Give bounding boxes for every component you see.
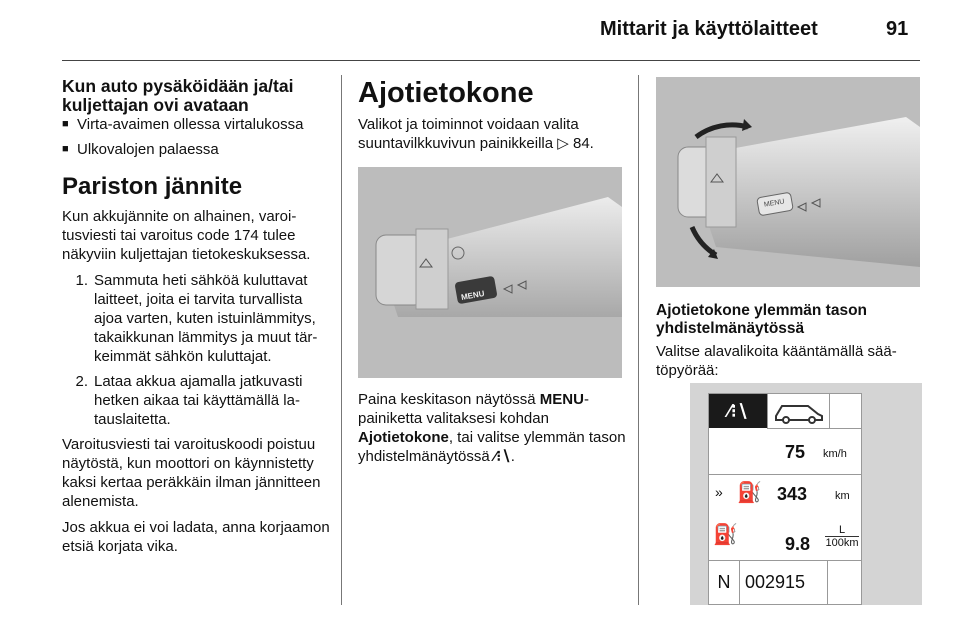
page-number: 91 [886, 18, 909, 40]
warning-paragraph: Varoitusviesti tai varoituskoodi poistuu näytöstä, kun moottori on käynnistetty kaksi kertaa peräkkäin ilman jännitteen alenemista. [62, 436, 321, 510]
trip-tab-icon: ⁄⁝∖ [709, 394, 767, 428]
stalk-wheel-image [656, 77, 920, 287]
bullet-square-icon: ■ [62, 118, 69, 130]
repair-paragraph: Jos akkua ei voi ladata, anna korjaamon etsiä korjata vika. [62, 519, 330, 555]
battery-paragraph: Kun akkujännite on alhainen, varoitusviesti tai varoitus code 174 tulee näkyviin kuljettajan tietokeskuksessa. [62, 208, 311, 263]
consumption-row [709, 514, 861, 561]
stalk-menu-label: MENU [460, 289, 486, 302]
fuel-pump-icon: ⛽ [737, 482, 762, 504]
odometer-row [709, 560, 861, 604]
consumption-unit: L 100km [825, 524, 859, 549]
range-arrows-icon: » [715, 484, 723, 500]
heading-trip-computer: Ajotietokone [358, 77, 534, 109]
list-item: 2. Lataa akkua ajamalla jatkuvasti hetken aikaa tai käyttämällä latauslaitetta. [75, 373, 303, 428]
range-value: 343 [777, 484, 808, 504]
heading-upper-display: Ajotietokone ylemmän tason yhdistelmänäytössä [656, 302, 868, 337]
stalk-image [358, 167, 622, 378]
display-illustration [690, 383, 922, 605]
empty-cell [827, 560, 862, 604]
page-header-title: Mittarit ja käyttölaitteet [600, 18, 818, 40]
heading-parked: Kun auto pysäköidään ja/tai kuljettajan ovi avataan [62, 76, 294, 115]
list-item: ■ Ulkovalojen palaessa [62, 141, 219, 158]
odometer-value: 002915 [745, 572, 806, 592]
column-2 [358, 77, 626, 160]
bullet-square-icon: ■ [62, 143, 69, 155]
gear-indicator: N [709, 560, 740, 604]
list-item: 1. Sammuta heti sähköä kuluttavat laitteet, joita ei tarvita turvallista ajoa varten, kuten istuinlämmitys, takaikkunan lämmitys ja muut tärkeimmät sähkön kuluttajat. [75, 272, 318, 365]
column-2-lower [358, 390, 628, 473]
menu-instruction-paragraph: Paina keskitason näytössä MENU-painiketta valitaksesi kohdan Ajotietokone, tai valitse ylemmän tason yhdistelmänäytössä ⁄⁝∖. [358, 391, 626, 465]
speed-row [709, 428, 861, 475]
car-tab-icon [767, 394, 830, 429]
range-row [709, 474, 861, 514]
trip-symbol-icon: ⁄⁝∖ [493, 448, 511, 465]
fuel-pump-icon: ⛽ [713, 524, 738, 546]
speed-unit: km/h [823, 448, 847, 460]
column-divider [341, 75, 342, 605]
column-1 [62, 77, 334, 563]
empty-tab [829, 394, 862, 429]
speed-value: 75 [785, 442, 806, 462]
trip-intro-paragraph: Valikot ja toiminnot voidaan valita suuntavilkkuvivun painikkeilla ▷ 84. [358, 116, 594, 152]
page-reference-icon: ▷ [557, 135, 569, 152]
consumption-value: 9.8 [785, 534, 811, 554]
display-panel [708, 393, 862, 605]
range-unit: km [835, 490, 850, 502]
submenu-paragraph: Valitse alavalikoita kääntämällä säätöpyörää: [656, 343, 897, 379]
stalk-menu-label: MENU [763, 198, 786, 209]
column-divider [638, 75, 639, 605]
header-rule [62, 60, 920, 61]
list-item: ■ Virta-avaimen ollessa virtalukossa [62, 116, 304, 133]
column-3 [656, 302, 926, 387]
heading-battery-voltage: Pariston jännite [62, 173, 243, 200]
